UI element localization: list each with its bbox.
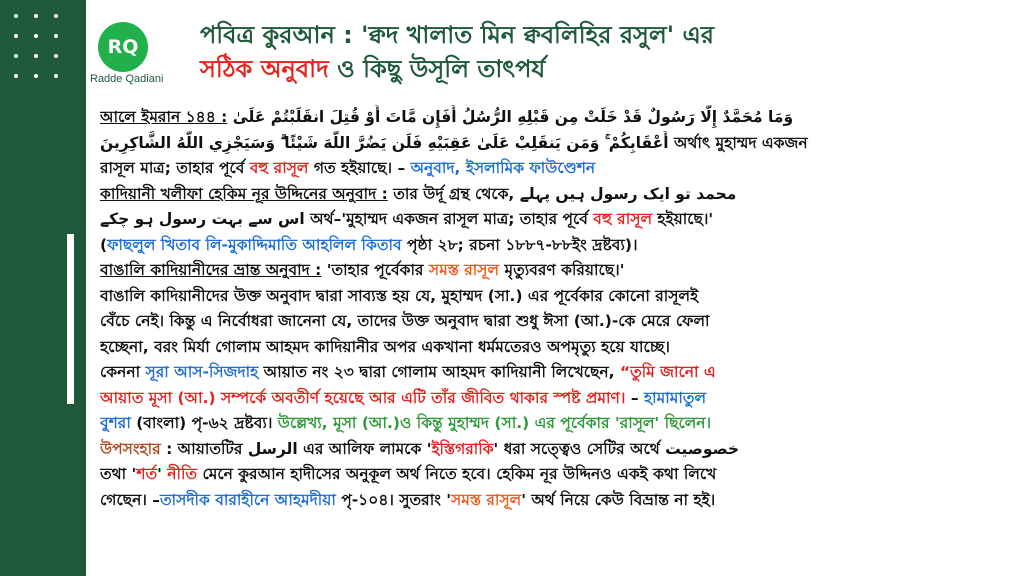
body-line (100, 182, 1018, 208)
body-line (100, 411, 1018, 437)
body-line (100, 258, 1018, 284)
body-line: হচ্ছেনা, বরং মির্যা গোলাম আহমদ কাদিয়ানীর অপর একখানা ধর্মমতেরও অপমৃত্যু হয়ে যাচ্ছে। (100, 337, 670, 356)
text: অর্থাৎ মুহাম্মদ একজন (668, 133, 808, 152)
highlight-orange: সমস্ত রাসূল (451, 490, 522, 509)
urdu-word: خصوصیت (665, 439, 740, 458)
title-line-2 (200, 52, 1010, 86)
text: গেছেন। – (100, 490, 161, 509)
highlight-red: আয়াত মূসা (আ.) সম্পর্কে অবতীর্ণ হয়েছে আর এটি তাঁর জীবিত থাকার স্পষ্ট প্রমাণ। (100, 388, 626, 407)
title-rest: ও কিছু উসূলি তাৎপর্য (328, 55, 546, 83)
sidebar-panel (0, 0, 86, 576)
highlight-red: বহু রাসূল (593, 210, 652, 228)
body-line (100, 207, 1018, 233)
text: : আয়াতটির (160, 439, 248, 458)
citation: অনুবাদ, ইসলামিক ফাউণ্ডেশন (410, 159, 596, 177)
highlight-red: নীতি (167, 465, 198, 483)
body-line (100, 233, 1018, 259)
brand-name: Radde Qadiani (90, 73, 164, 85)
highlight-red: শর্ত (136, 465, 158, 483)
text: অর্থ–'মুহাম্মদ একজন রাসূল মাত্র; তাহার পূর্বে (304, 210, 594, 228)
arabic-verse: وَمَا مُحَمَّدٌ إِلَّا رَسُولٌ قَدْ خَلَتْ مِن قَبْلِهِ الرُّسُلُ أَفَإِن مَّاتَ أَوْ قُتِلَ انقَلَبْتُمْ عَلَىٰ (232, 108, 794, 126)
text: কেননা (100, 363, 146, 381)
text: মৃত্যুবরণ করিয়াছে।' (499, 261, 625, 279)
text: ( (100, 235, 108, 254)
text: পৃ-১০৪। সুতরাং ' (335, 490, 452, 509)
page-title (200, 18, 1010, 86)
logo (98, 22, 148, 72)
verse-reference: আলে ইমরান ১৪৪ : (100, 108, 228, 126)
text: হইয়াছে।' (652, 210, 714, 228)
arabic-word: الرسل (247, 439, 298, 458)
urdu-text: محمد تو ایک رسول ہیں پہلے (519, 184, 737, 203)
citation: ফাছলুল খিতাব লি-মুকাদ্দিমাতি আহলিল কিতাব (107, 235, 402, 254)
body-line (100, 105, 1018, 131)
highlight-red: বহু রাসূল (249, 159, 309, 177)
body-line (100, 386, 1018, 412)
text: তার উর্দূ গ্রন্থ থেকে, (387, 184, 520, 203)
body-line (100, 156, 1018, 182)
body-line (100, 462, 1018, 488)
text: তথা ' (100, 465, 137, 483)
vertical-accent-bar (67, 234, 74, 404)
citation: তাসদীক বারাহীনে আহমদীয়া (160, 490, 336, 509)
text: আয়াত নং ২৩ দ্বারা গোলাম আহমদ কাদিয়ানী লিখেছেন, (258, 363, 620, 381)
body-line (100, 360, 1018, 386)
citation: সূরা আস-সিজদাহ (145, 363, 259, 381)
highlight-red: ইস্তিগরাকি (431, 439, 494, 458)
citation: বুশরা (100, 414, 131, 432)
body-line: বেঁচে নেই। কিন্তু এ নির্বোধরা জানেনা যে, তাদের উক্ত অনুবাদ দ্বারা শুধু ঈসা (আ.)-কে মেরে ফেলা (100, 312, 710, 330)
text: ' অর্থ নিয়ে কেউ বিভ্রান্ত না হই। (521, 490, 716, 509)
section-label: বাঙালি কাদিয়ানীদের ভ্রান্ত অনুবাদ : (100, 261, 322, 279)
arabic-verse: أَعْقَابِكُمْ ۚ وَمَن يَنقَلِبْ عَلَىٰ عَقِبَيْهِ فَلَن يَضُرَّ اللَّهَ شَيْئًا ۗ وَسَيَجْزِي اللَّهُ الشَّاكِرِينَ (100, 133, 669, 152)
body-line (100, 437, 1018, 463)
highlight-red: “তুমি জানো এ (619, 363, 716, 381)
text: 'তাহার পূর্বেকার (321, 261, 429, 279)
highlight-orange: সমস্ত রাসূল (428, 261, 500, 279)
urdu-text: اس سے بہت رسول ہو چکے (100, 210, 305, 228)
text: (বাংলা) পৃ-৬২ দ্রষ্টব্য। (130, 414, 278, 432)
title-highlight: সঠিক অনুবাদ (200, 55, 329, 83)
text: মেনে কুরআন হাদীসের অনুকূল অর্থ নিতে হবে। হেকিম নূর উদ্দিনও একই কথা লিখে (197, 465, 717, 483)
body-line: বাঙালি কাদিয়ানীদের উক্ত অনুবাদ দ্বারা সাব্যস্ত হয় যে, মুহাম্মদ (সা.) এর পূর্বেকার কোনো রাসূলই (100, 286, 699, 305)
text: ' (157, 465, 168, 483)
text: ' ধরা সত্ত্বেও সেটির অর্থে (493, 439, 666, 458)
text: রাসূল মাত্র; তাহার পূর্বে (100, 159, 250, 177)
logo-initials: RQ (107, 36, 139, 58)
section-label: কাদিয়ানী খলীফা হেকিম নূর উদ্দিনের অনুবাদ : (100, 184, 388, 203)
text: এর আলিফ লামকে ' (297, 439, 432, 458)
body-line (100, 488, 1018, 514)
citation: হামামাতুল (643, 388, 707, 407)
text: – (625, 388, 644, 407)
highlight-green: উল্লেখ্য, মূসা (আ.)ও কিন্তু মুহাম্মদ (সা.) এর পূর্বেকার 'রাসূল' ছিলেন। (277, 414, 712, 432)
text: গত হইয়াছে। – (308, 159, 411, 177)
title-line-1: পবিত্র কুরআন : 'ক্বদ খালাত মিন ক্ববলিহির রসুল' এর (200, 21, 714, 49)
article-body (100, 105, 1018, 513)
text: পৃষ্ঠা ২৮; রচনা ১৮৮৭-৮৮ইং দ্রষ্টব্য)। (401, 235, 638, 254)
section-label: উপসংহার (100, 439, 161, 458)
body-line (100, 131, 1018, 157)
